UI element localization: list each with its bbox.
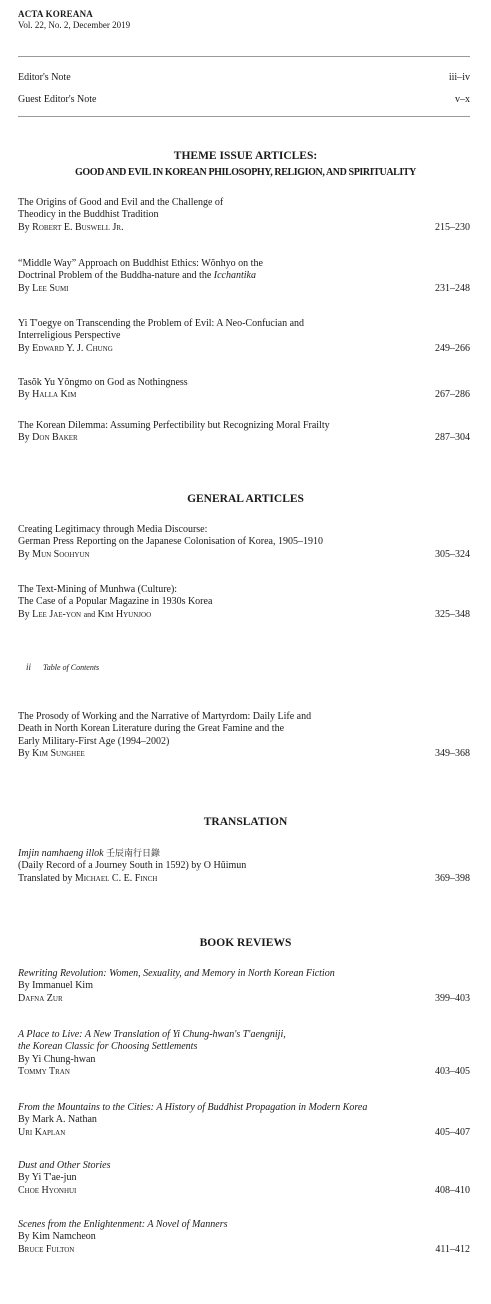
entry-author: Lee Jae-yon (32, 608, 82, 620)
running-head-label: Table of Contents (43, 663, 100, 672)
entry-pages: 215–230 (435, 221, 470, 233)
toc-entry (18, 584, 470, 621)
section-subheading-theme: GOOD AND EVIL IN KOREAN PHILOSOPHY, RELIGION, AND SPIRITUALITY (74, 167, 416, 178)
entry-title-line: The Prosody of Working and the Narrative of Martyrdom: Daily Life and (18, 711, 312, 722)
entry-title-line: German Press Reporting on the Japanese Colonisation of Korea, 1905–1910 (18, 536, 323, 548)
entry-pages: 399–403 (435, 992, 470, 1004)
toc-entry-editors-note (18, 72, 470, 84)
reviewer: Choe Hyonhui (18, 1184, 77, 1196)
review-book-title: Dust and Other Stories (18, 1160, 111, 1171)
entry-title-line: The Korean Dilemma: Assuming Perfectibility but Recognizing Moral Frailty (18, 420, 330, 431)
entry-title: Guest Editor's Note (18, 94, 97, 105)
review-book-title: Scenes from the Enlightenment: A Novel of Manners (18, 1219, 228, 1230)
entry-pages: iii–iv (448, 72, 470, 83)
by-label: By (18, 432, 30, 444)
entry-title-line: Interreligious Perspective (18, 330, 121, 342)
review-book-title: From the Mountains to the Cities: A History of Buddhist Propagation in Modern Korea (18, 1102, 368, 1113)
and-label: and (83, 609, 96, 619)
entry-author: Mun Soohyun (32, 548, 90, 560)
entry-title-line: Theodicy in the Buddhist Tradition (18, 209, 159, 221)
entry-title-line: “Middle Way” Approach on Buddhist Ethics: Wŏnhyo on the (18, 258, 263, 269)
entry-title-line: Early Military-First Age (1994–2002) (18, 735, 170, 747)
divider (18, 116, 470, 117)
review-book-author: By Yi Chung-hwan (18, 1053, 96, 1065)
entry-title-line: Death in North Korean Literature during the Great Famine and the (18, 723, 285, 735)
entry-pages: 405–407 (435, 1126, 470, 1138)
entry-title-hanja: 壬辰南行日錄 (106, 849, 161, 859)
by-label: By (18, 282, 30, 294)
entry-pages: 287–304 (435, 432, 470, 444)
by-label: Translated by (18, 872, 73, 884)
entry-pages: 267–286 (435, 389, 470, 401)
entry-title-line: The Case of a Popular Magazine in 1930s Korea (18, 596, 213, 608)
section-heading-translation: TRANSLATION (203, 816, 288, 828)
section-heading-reviews: BOOK REVIEWS (199, 937, 292, 949)
entry-pages: 411–412 (435, 1243, 470, 1255)
entry-author: Kim Hyunjoo (97, 608, 152, 620)
by-label: By (18, 221, 30, 233)
entry-title-line: (Daily Record of a Journey South in 1592) by O Hŭimun (18, 860, 247, 872)
toc-entry (18, 848, 470, 885)
review-book-title: the Korean Classic for Choosing Settlements (18, 1041, 198, 1053)
toc-entry (18, 318, 470, 355)
entry-title-line: The Text-Mining of Munhwa (Culture): (18, 584, 178, 595)
entry-author: Don Baker (32, 432, 78, 444)
by-label: By (18, 608, 30, 620)
entry-title: Editor's Note (18, 72, 71, 83)
review-book-author: By Yi T'ae-jun (18, 1172, 77, 1184)
entry-title-line: Yi T'oegye on Transcending the Problem of Evil: A Neo-Confucian and (18, 318, 305, 329)
review-book-title: Rewriting Revolution: Women, Sexuality, and Memory in North Korean Fiction (18, 968, 335, 979)
entry-author: Edward Y. J. Chung (32, 342, 113, 354)
by-label: By (18, 748, 30, 760)
journal-issue: Vol. 22, No. 2, December 2019 (18, 20, 131, 30)
page-running-head (26, 662, 99, 672)
toc-entry-guest-editors-note (18, 94, 470, 106)
entry-author: Halla Kim (32, 389, 77, 401)
reviewer: Bruce Fulton (18, 1243, 75, 1255)
toc-entry (18, 377, 470, 402)
entry-title-line: Doctrinal Problem of the Buddha-nature and the (18, 270, 214, 282)
entry-title-italic: Icchantika (213, 270, 256, 282)
divider (18, 56, 470, 57)
page-number: ii (26, 662, 32, 672)
toc-entry (18, 1029, 470, 1079)
reviewer: Dafna Zur (18, 992, 63, 1004)
entry-pages: 325–348 (435, 608, 470, 620)
review-book-author: By Mark A. Nathan (18, 1114, 97, 1126)
review-book-author: By Kim Namcheon (18, 1231, 96, 1243)
toc-entry (18, 1219, 470, 1256)
by-label: By (18, 548, 30, 560)
toc-entry (18, 258, 470, 295)
entry-pages: 369–398 (435, 872, 470, 884)
toc-entry (18, 1102, 470, 1139)
entry-pages: 231–248 (435, 282, 470, 294)
toc-entry (18, 1160, 470, 1197)
by-label: By (18, 389, 30, 401)
entry-pages: 249–266 (435, 342, 470, 354)
entry-pages: 403–405 (435, 1066, 470, 1078)
section-heading-general: GENERAL ARTICLES (187, 493, 304, 505)
entry-title-line: The Origins of Good and Evil and the Challenge of (18, 197, 224, 208)
entry-pages: 408–410 (435, 1184, 470, 1196)
entry-author: Lee Sumi (32, 282, 69, 294)
toc-entry (18, 524, 470, 561)
toc-entry (18, 420, 470, 445)
entry-pages: v–x (455, 94, 470, 105)
entry-pages: 349–368 (435, 748, 470, 760)
entry-author: Michael C. E. Finch (74, 872, 158, 884)
entry-title-line: Tasŏk Yu Yŏngmo on God as Nothingness (18, 377, 188, 388)
entry-title-italic: Imjin namhaeng illok (18, 848, 104, 859)
review-book-title: A Place to Live: A New Translation of Yi Chung-hwan's T'aengniji, (18, 1029, 286, 1040)
entry-title-line: Creating Legitimacy through Media Discourse: (18, 524, 208, 535)
reviewer: Uri Kaplan (18, 1126, 66, 1138)
reviewer: Tommy Tran (18, 1066, 70, 1078)
entry-author: Kim Sunghee (32, 748, 85, 760)
journal-header (18, 9, 130, 31)
toc-entry (18, 197, 470, 234)
entry-author: Robert E. Buswell Jr. (32, 221, 124, 233)
journal-name: ACTA KOREANA (18, 9, 93, 19)
entry-pages: 305–324 (435, 548, 470, 560)
by-label: By (18, 342, 30, 354)
toc-entry (18, 968, 470, 1005)
section-heading-theme: THEME ISSUE ARTICLES: (173, 150, 318, 162)
toc-entry (18, 711, 470, 761)
review-book-author: By Immanuel Kim (18, 980, 93, 992)
